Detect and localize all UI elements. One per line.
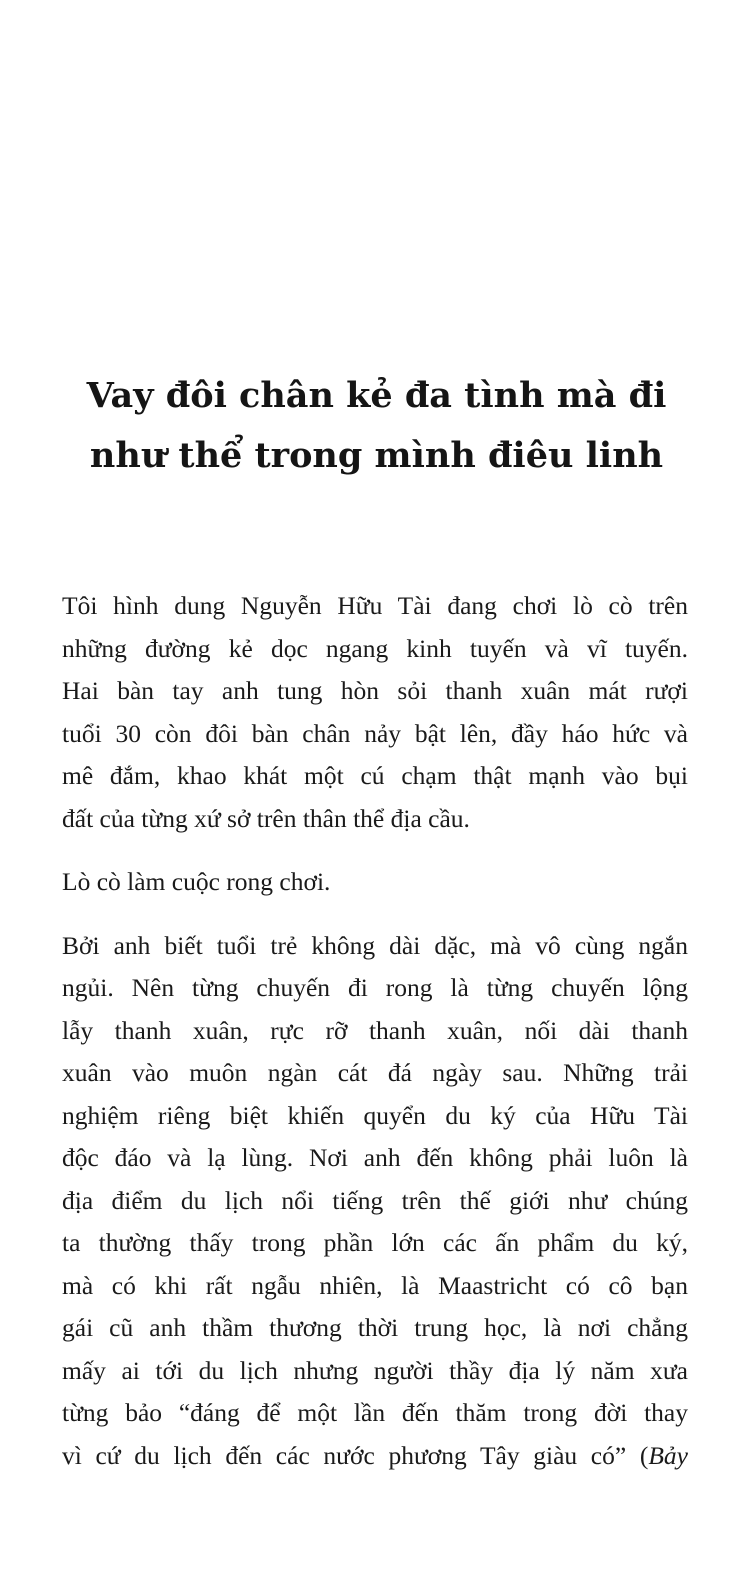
text-line: Hai bàn tay anh tung hòn sỏi thanh xuân mát rượi xyxy=(62,676,688,705)
body-text xyxy=(62,585,688,1477)
chapter-title-line-2: như thể trong mình điêu linh xyxy=(89,435,664,476)
paragraph-2 xyxy=(62,861,688,904)
text-line: đất của từng xứ sở trên thân thể địa cầu. xyxy=(62,803,470,833)
text-line: tuổi 30 còn đôi bàn chân nảy bật lên, đầy háo hức và xyxy=(62,718,688,748)
text-line: nghiệm riêng biệt khiến quyển du ký của Hữu Tài xyxy=(62,1100,688,1130)
text-line: độc đáo và lạ lùng. Nơi anh đến không phải luôn là xyxy=(62,1143,688,1172)
paragraph-3 xyxy=(62,925,688,1478)
text-line: ta thường thấy trong phần lớn các ấn phẩm du ký, xyxy=(62,1228,688,1257)
text-line: xuân vào muôn ngàn cát đá ngày sau. Những trải xyxy=(62,1058,688,1087)
text-line: mà có khi rất ngẫu nhiên, là Maastricht có cô bạn xyxy=(62,1270,688,1300)
chapter-title xyxy=(60,366,693,486)
text-line-italic-tail: Bảy xyxy=(648,1440,688,1470)
text-line-last xyxy=(62,1435,688,1478)
paragraph-1 xyxy=(62,585,688,840)
text-line: mê đắm, khao khát một cú chạm thật mạnh vào bụi xyxy=(62,761,688,790)
text-line: những đường kẻ dọc ngang kinh tuyến và vĩ tuyến. xyxy=(62,633,688,663)
text-line-roman: vì cứ du lịch đến các nước phương Tây giàu có” ( xyxy=(62,1440,649,1470)
text-line: mấy ai tới du lịch nhưng người thầy địa lý năm xưa xyxy=(62,1355,688,1385)
text-line: lẫy thanh xuân, rực rỡ thanh xuân, nối dài thanh xyxy=(62,1015,688,1045)
text-line: Bởi anh biết tuổi trẻ không dài dặc, mà vô cùng ngắn xyxy=(62,930,688,960)
text-line: địa điểm du lịch nổi tiếng trên thế giới như chúng xyxy=(62,1185,688,1215)
text-line: Lò cò làm cuộc rong chơi. xyxy=(62,867,331,896)
text-line: từng bảo “đáng để một lần đến thăm trong đời thay xyxy=(62,1398,688,1427)
text-line: gái cũ anh thầm thương thời trung học, là nơi chẳng xyxy=(62,1313,688,1342)
text-line: ngủi. Nên từng chuyến đi rong là từng chuyến lộng xyxy=(62,973,688,1002)
chapter-title-line-1: Vay đôi chân kẻ đa tình mà đi xyxy=(86,375,667,416)
text-line: Tôi hình dung Nguyễn Hữu Tài đang chơi lò cò trên xyxy=(62,591,688,620)
